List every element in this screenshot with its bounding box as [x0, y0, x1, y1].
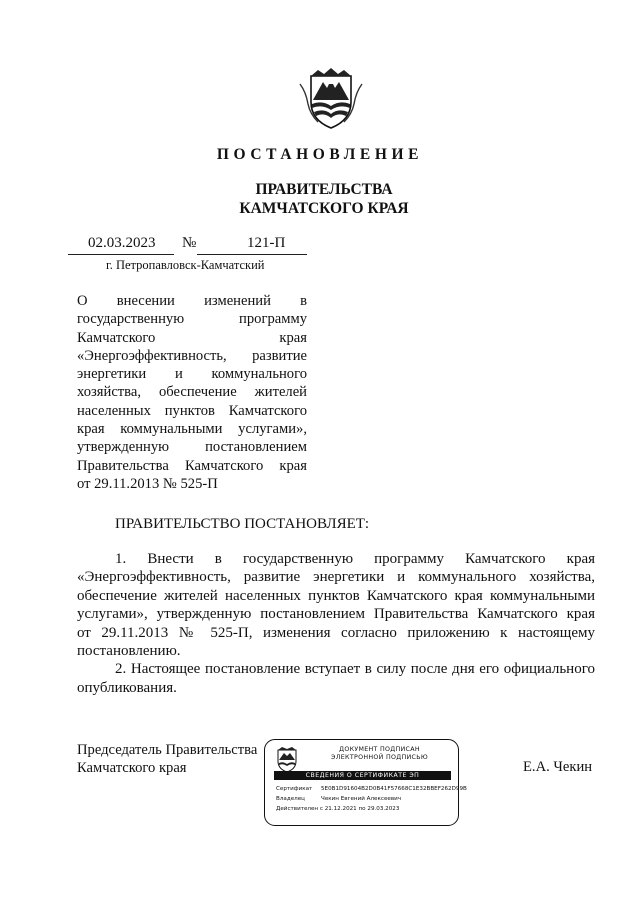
subject-line: О внесении изменений в: [77, 293, 307, 309]
number-underline: [197, 254, 307, 255]
body-line: постановлению.: [77, 643, 181, 660]
kamchatka-coat-of-arms-icon: [298, 68, 364, 130]
subject-line: от 29.11.2013 № 525-П: [77, 475, 218, 492]
signatory-position-line: Камчатского края: [77, 760, 187, 777]
number-sign: №: [182, 235, 197, 251]
body-line: услугами», утвержденную постановлением Правительства Камчатского края: [77, 606, 595, 623]
subject-line: хозяйства, обеспечение жителей: [77, 384, 307, 401]
subject-line: энергетики и коммунального: [77, 366, 307, 383]
body-line: 2. Настоящее постановление вступает в силу после дня его официального: [115, 661, 595, 678]
body-line: от 29.11.2013 № 525-П, изменения согласно приложению к настоящему: [77, 624, 595, 641]
document-number: 121-П: [247, 235, 286, 251]
stamp-certificate-row: [276, 784, 467, 794]
signatory-position-line: Председатель Правительства: [77, 742, 258, 758]
subject-line: «Энергоэффективность, развитие: [77, 347, 307, 364]
government-name-line: КАМЧАТСКОГО КРАЯ: [239, 200, 409, 217]
body-line: опубликования.: [77, 679, 177, 696]
signatory-name: Е.А. Чекин: [523, 759, 593, 775]
electronic-signature-stamp: [264, 739, 467, 826]
subject-line: населенных пунктов Камчатского: [77, 402, 307, 419]
stamp-validity-row: Действителен с 21.12.2021 по 29.03.2023: [276, 806, 400, 812]
document-body: [77, 550, 595, 697]
owner-value: Чекин Евгений Алексеевич: [321, 796, 402, 802]
subject-line: Камчатского края: [77, 329, 307, 346]
stamp-details: [276, 784, 467, 814]
stamp-title-line: ЭЛЕКТРОННОЙ ПОДПИСЬЮ: [331, 754, 428, 761]
document-place: г. Петропавловск-Камчатский: [106, 258, 265, 272]
body-line: «Энергоэффективность, развитие энергетики и коммунального хозяйства,: [77, 569, 595, 586]
stamp-certificate-header: СВЕДЕНИЯ О СЕРТИФИКАТЕ ЭП: [274, 771, 451, 780]
decree-heading: ПРАВИТЕЛЬСТВО ПОСТАНОВЛЯЕТ:: [115, 516, 370, 532]
government-name-line: ПРАВИТЕЛЬСТВА: [255, 181, 393, 198]
government-name: [0, 180, 640, 218]
document-subject: [77, 292, 307, 493]
body-line: обеспечение жителей населенных пунктов Камчатского края коммунальными: [77, 587, 595, 604]
date-underline: [68, 254, 174, 255]
certificate-value: 5E0B1D91604B2D0B41F57668C1E32BBEF262D99B: [321, 786, 467, 792]
subject-line: Правительства Камчатского края: [77, 457, 307, 474]
subject-line: государственную программу: [77, 311, 307, 328]
body-line: 1. Внести в государственную программу Камчатского края: [115, 551, 595, 567]
signatory-position: [77, 741, 257, 778]
subject-line: края коммунальными услугами»,: [77, 421, 307, 438]
certificate-label: Сертификат: [276, 786, 313, 792]
stamp-owner-row: [276, 794, 467, 804]
document-date: 02.03.2023: [88, 235, 156, 251]
stamp-title-line: ДОКУМЕНТ ПОДПИСАН: [339, 746, 420, 753]
coat-of-arms-icon: [273, 746, 301, 773]
subject-line: утвержденную постановлением: [77, 439, 307, 456]
stamp-title: [307, 746, 452, 762]
document-type-title: ПОСТАНОВЛЕНИЕ: [216, 146, 424, 163]
owner-label: Владелец: [276, 796, 305, 802]
